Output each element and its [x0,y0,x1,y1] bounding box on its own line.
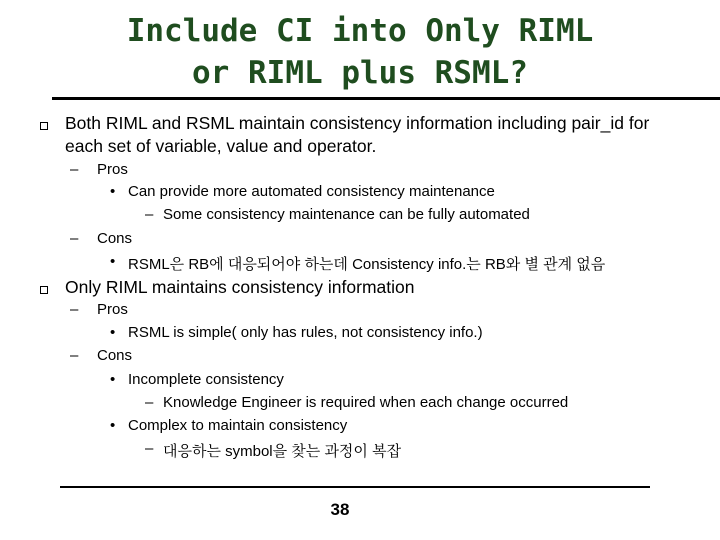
dot-marker: • [110,324,116,341]
dash-marker: – [145,394,154,411]
slide-title-line-2: or RIML plus RSML? [192,55,528,91]
bullet-text: each set of variable, value and operator. [65,136,377,156]
square-bullet-icon [40,286,48,294]
footer-divider [60,486,650,488]
sub-sub-bullet-text: RSML is simple( only has rules, not consistency info.) [128,324,483,341]
dot-marker: • [110,253,116,270]
sub-bullet-text: Cons [97,347,133,364]
square-bullet-icon [40,122,48,130]
dash-marker: – [70,301,79,318]
bullet-text: Only RIML maintains consistency information [65,277,415,297]
sub-sub-bullet-text: RSML은 RB에 대응되어야 하는데 Consistency info.는 RB와 별 관계 없음 [128,256,606,273]
detail-text: 대응하는 symbol을 찾는 과정이 복잡 [163,443,402,460]
detail-text: Knowledge Engineer is required when each change occurred [163,394,569,411]
dot-marker: • [110,417,116,434]
sub-bullet-text: Cons [97,230,133,247]
title-divider [52,97,720,100]
dash-marker: – [145,206,154,223]
dot-marker: • [110,371,116,388]
sub-bullet-text: Pros [97,161,128,178]
dash-marker: – [145,440,154,457]
page-number: 38 [330,500,350,519]
bullet-text: Both RIML and RSML maintain consistency information including pair_id for [65,113,650,133]
dash-marker: – [70,161,79,178]
slide-title [0,10,720,94]
dash-marker: – [70,230,79,247]
sub-bullet-text: Pros [97,301,128,318]
sub-sub-bullet-text: Can provide more automated consistency maintenance [128,183,495,200]
detail-text: Some consistency maintenance can be fully automated [163,206,530,223]
sub-sub-bullet-text: Complex to maintain consistency [128,417,348,434]
dot-marker: • [110,183,116,200]
sub-sub-bullet-text: Incomplete consistency [128,371,284,388]
dash-marker: – [70,347,79,364]
slide-title-line-1: Include CI into Only RIML [126,13,594,49]
